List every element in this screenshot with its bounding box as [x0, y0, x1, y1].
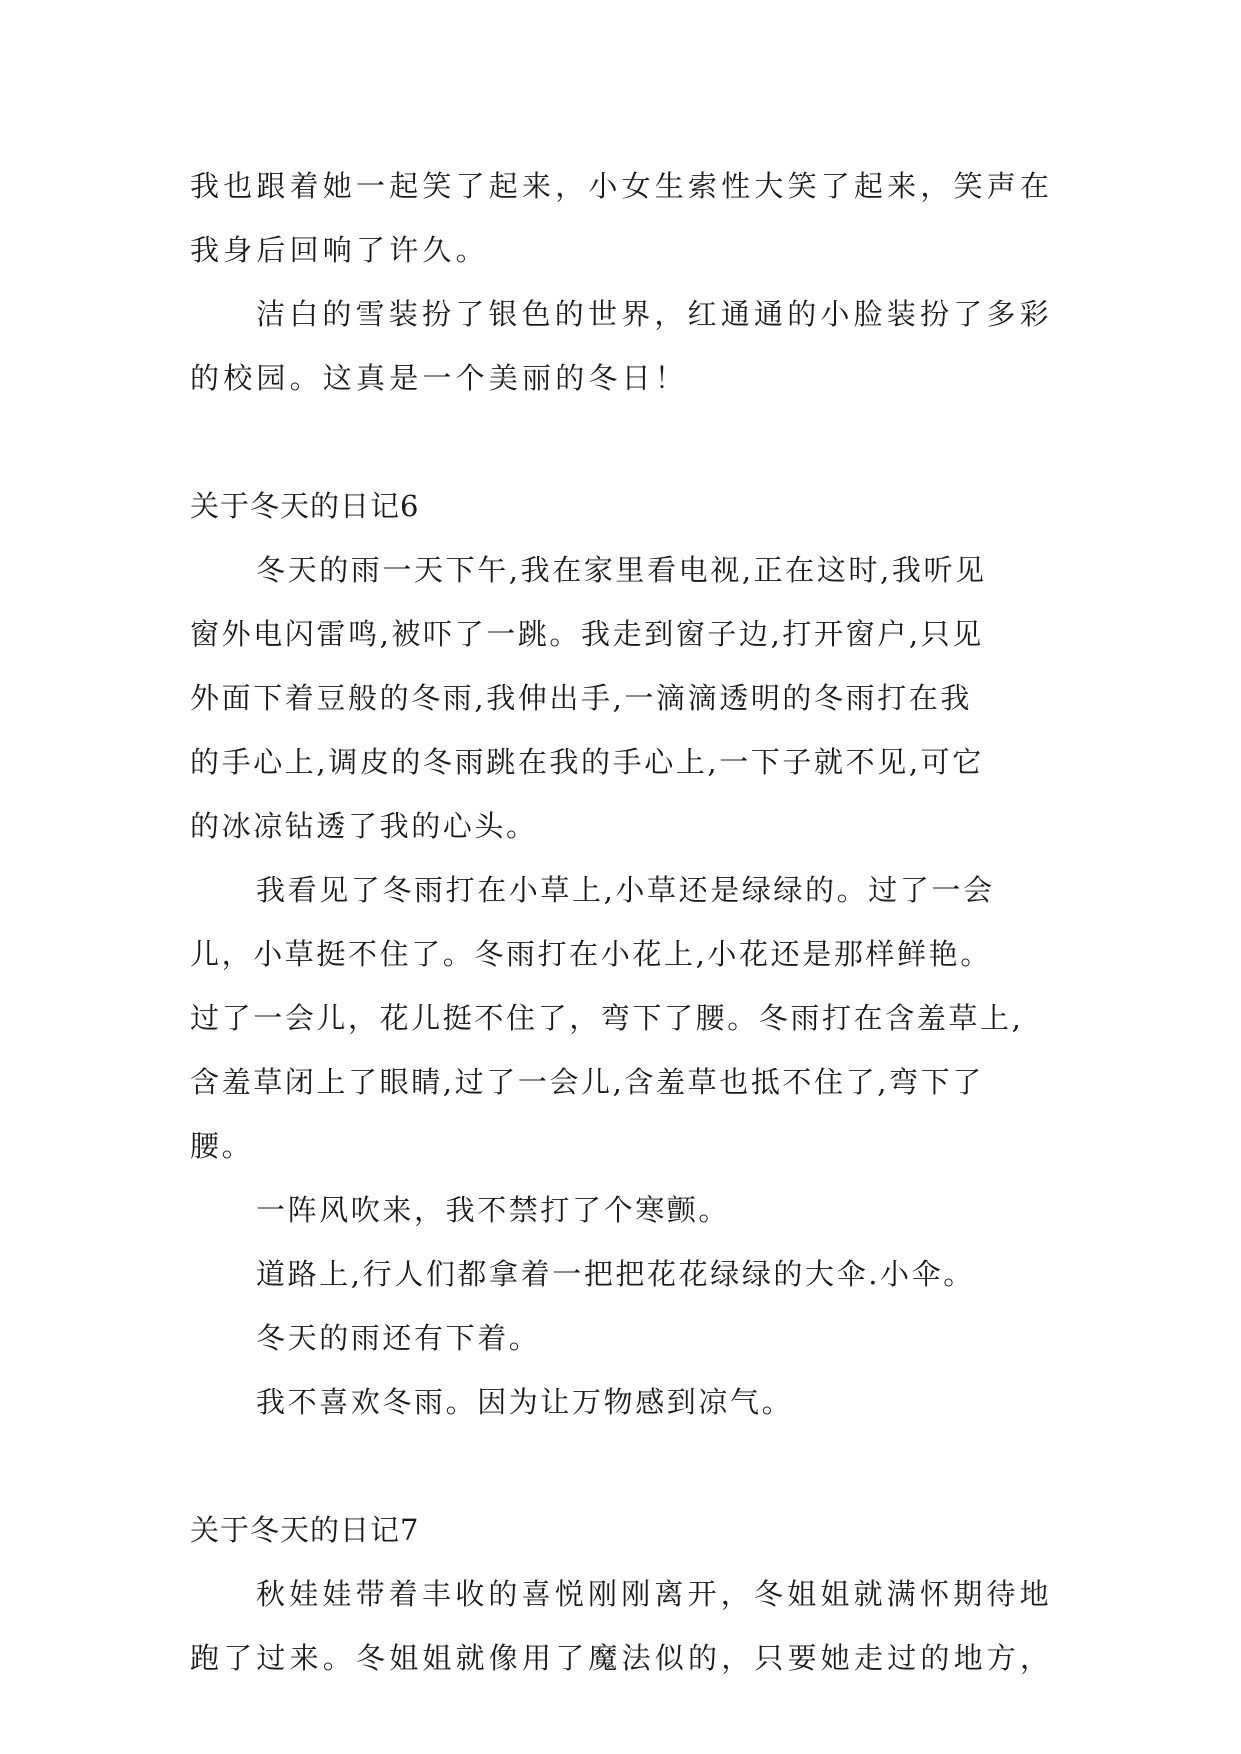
section-spacer	[190, 1434, 1060, 1498]
document-page	[190, 154, 1060, 1690]
paragraph-line: 含羞草闭上了眼睛,过了一会儿,含羞草也抵不住了,弯下了	[190, 1065, 984, 1099]
paragraph-line: 我看见了冬雨打在小草上,小草还是绿绿的。过了一会	[256, 873, 995, 907]
paragraph-line: 的冰凉钻透了我的心头。	[190, 809, 538, 843]
paragraph-line: 儿，小草挺不住了。冬雨打在小花上,小花还是那样鲜艳。	[190, 937, 992, 971]
paragraph-line: 的手心上,调皮的冬雨跳在我的手心上,一下子就不见,可它	[190, 745, 984, 779]
paragraph-line: 我身后回响了许久。	[190, 233, 489, 267]
paragraph-line: 过了一会儿，花儿挺不住了，弯下了腰。冬雨打在含羞草上,	[190, 1001, 1024, 1035]
paragraph-line: 外面下着豆般的冬雨,我伸出手,一滴滴透明的冬雨打在我	[190, 681, 973, 715]
paragraph-line: 我也跟着她一起笑了起来，小女生索性大笑了起来，笑声在	[190, 169, 1054, 203]
paragraph-line: 一阵风吹来，我不禁打了个寒颤。	[256, 1193, 731, 1227]
paragraph-line: 我不喜欢冬雨。因为让万物感到凉气。	[256, 1385, 794, 1419]
paragraph-line: 冬天的雨还有下着。	[256, 1321, 541, 1355]
section-heading-7: 关于冬天的日记7	[190, 1513, 420, 1547]
paragraph-line: 窗外电闪雷鸣,被吓了一跳。我走到窗子边,打开窗户,只见	[190, 617, 984, 651]
paragraph-line: 腰。	[190, 1129, 254, 1163]
paragraph-line: 洁白的雪装扮了银色的世界，红通通的小脸装扮了多彩	[256, 297, 1053, 331]
paragraph-line: 道路上,行人们都拿着一把把花花绿绿的大伞.小伞。	[256, 1257, 975, 1291]
paragraph-line: 秋娃娃带着丰收的喜悦刚刚离开，冬姐姐就满怀期待地	[256, 1577, 1053, 1611]
paragraph-line: 跑了过来。冬姐姐就像用了魔法似的，只要她走过的地方，	[190, 1641, 1054, 1675]
paragraph-line: 冬天的雨一天下午,我在家里看电视,正在这时,我听见	[256, 553, 987, 587]
section-spacer	[190, 410, 1060, 474]
paragraph-line: 的校园。这真是一个美丽的冬日！	[190, 361, 689, 395]
section-heading-6: 关于冬天的日记6	[190, 489, 420, 523]
